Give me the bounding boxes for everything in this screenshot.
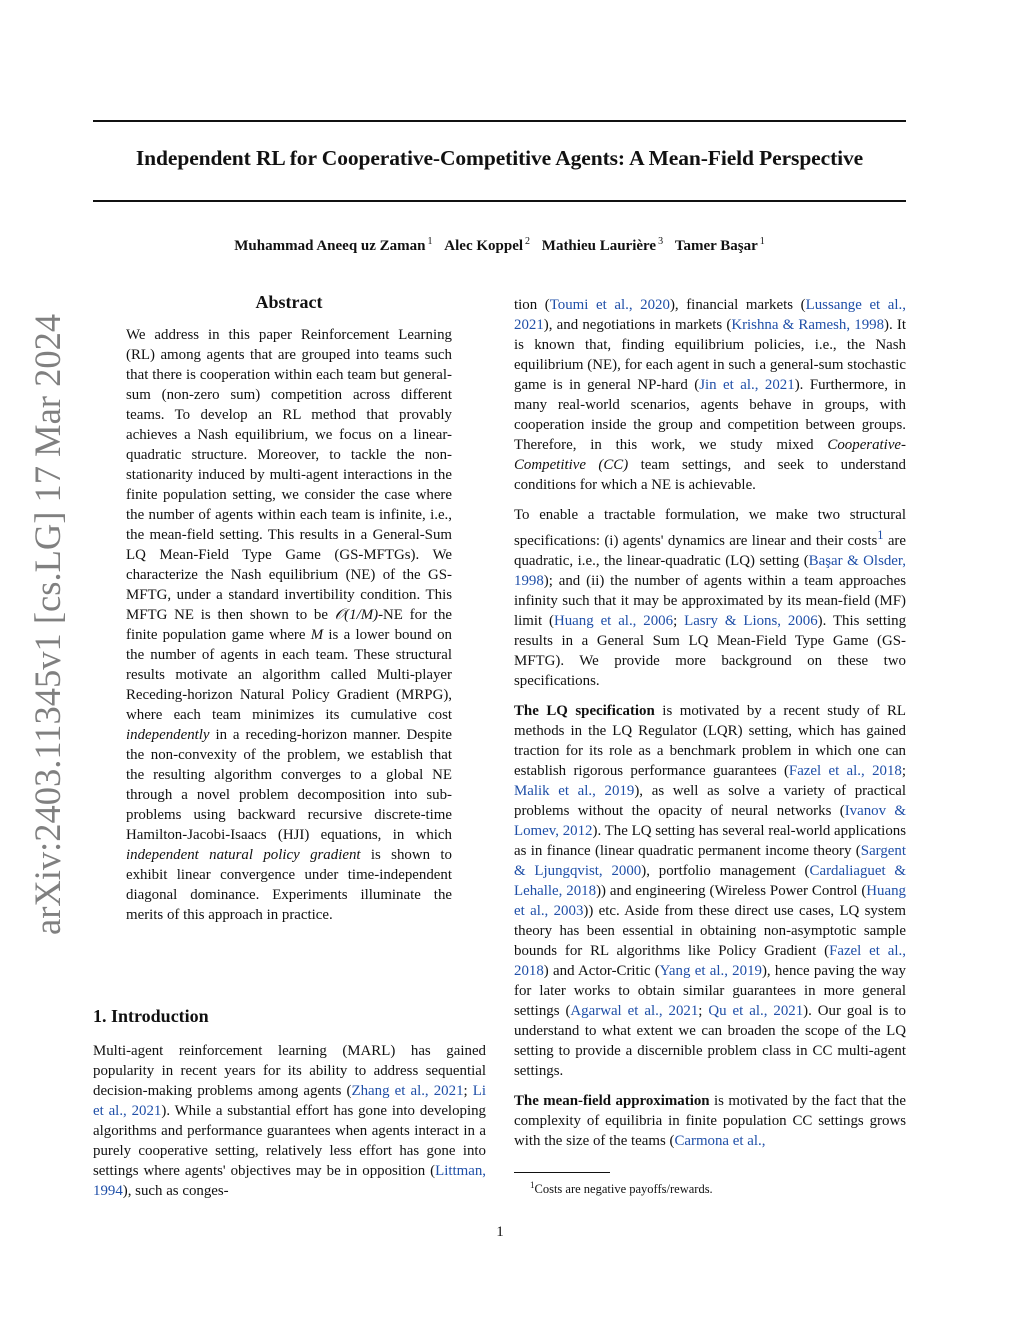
citation-link[interactable]: Qu et al., 2021 xyxy=(708,1002,804,1019)
title-top-rule xyxy=(93,120,906,122)
introduction-body: Multi-agent reinforcement learning (MARL) has gained popularity in recent years for its ability to address sequential decision-making problems among agents (Zhang et al., 2021; Li et al., 2021). While a substantial effort has gone into developing algorithms and performance guarantees when agents interact in a purely cooperative setting, relatively less effort has gone into settings where agents' objectives may be in opposition (Littman, 1994), such as conges- xyxy=(93,1043,486,1199)
citation-link[interactable]: Fazel et al., 2018 xyxy=(514,942,906,979)
math-m: M xyxy=(310,627,324,643)
citation-link[interactable]: Lasry & Lions, 2006 xyxy=(684,612,818,629)
citation-link[interactable]: Littman, 1994 xyxy=(93,1163,486,1199)
citation-link[interactable]: Fazel et al., 2018 xyxy=(788,762,902,779)
paper-title: Independent RL for Cooperative-Competitive Agents: A Mean-Field Perspective xyxy=(135,146,864,170)
author: Tamer Başar $^1$ xyxy=(674,236,765,254)
title-bottom-rule xyxy=(93,200,906,202)
paragraph: The mean-field approximation is motivated by the fact that the complexity of equilibria in finite population CC settings grows with the size of the teams (Carmona et al., xyxy=(514,1092,906,1149)
introduction-heading: 1. Introduction xyxy=(93,1006,209,1026)
citation-link[interactable]: Jin et al., 2021 xyxy=(699,377,795,393)
footnote-marker[interactable]: 1 xyxy=(877,528,884,542)
citation-link[interactable]: Malik et al., 2019 xyxy=(514,782,635,799)
footnote-rule xyxy=(514,1172,610,1173)
abstract-body: We address in this paper Reinforcement Learning (RL) among agents that are grouped into teams such that there is cooperation within each team but general-sum (non-zero sum) competition across different teams. To develop an RL method that provably achieves a Nash equilibrium, we focus on a linear-quadratic structure. Moreover, to tackle the non-stationarity induced by multi-agent interactions in the finite population setting, we consider the case where the number of agents within each team is infinite, i.e., the mean-field setting. This results in a General-Sum LQ Mean-Field Type Game (GS-MFTGs). We characterize the Nash equilibrium (NE) of the GS-MFTG, under a standard invertibility condition. This MFTG NE is then shown to be 𝒪(1/M)-NE for the finite population game where M is a lower bound on the number of agents in each team. These structural results motivate an algorithm called Multi-player Receding-horizon Natural Policy Gradient (MRPG), where each team minimizes its cumulative cost independently in a receding-horizon manner. Despite the non-convexity of the problem, we establish that the resulting algorithm converges to a global NE through a novel problem decomposition into sub-problems using backward recursive discrete-time Hamilton-Jacobi-Isaacs (HJI) equations, in which independent natural policy gradient is shown to exhibit linear convergence under time-independent diagonal dominance. Experiments illuminate the merits of this approach in practice. xyxy=(126,327,453,923)
citation-link[interactable]: Yang et al., 2019 xyxy=(659,962,762,979)
citation-link[interactable]: Lussange et al., 2021 xyxy=(514,297,906,333)
abstract-heading: Abstract xyxy=(255,292,323,312)
paragraph: tion (Toumi et al., 2020), financial markets (Lussange et al., 2021), and negotiations in markets (Krishna & Ramesh, 1998). It is known that, finding equilibrium policies, i.e., the Nash equilibrium (NE), for each agent in such a general-sum stochastic game is in general NP-hard (Jin et al., 2021). Furthermore, in many real-world scenarios, agents behave in groups, with cooperation inside the group and competition between groups. Therefore, in this work, we study mixed Cooperative-Competitive (CC) team settings, and seek to understand conditions for which a NE is achievable. xyxy=(514,297,907,493)
citation-link[interactable]: Zhang et al., 2021 xyxy=(351,1083,464,1099)
citation-link[interactable]: Carmona et al., xyxy=(674,1132,766,1149)
citation-link[interactable]: Li et al., 2021 xyxy=(93,1083,486,1119)
footnote: $^1$Costs are negative payoffs/rewards. xyxy=(530,1180,713,1197)
citation-link[interactable]: Huang et al., 2003 xyxy=(514,882,906,919)
citation-link[interactable]: Cardaliaguet & Lehalle, 2018 xyxy=(514,862,907,899)
citation-link[interactable]: Agarwal et al., 2021 xyxy=(570,1002,699,1019)
math-order: 𝒪(1/M) xyxy=(334,607,379,623)
citation-link[interactable]: Huang et al., 2006 xyxy=(553,612,674,629)
citation-link[interactable]: Başar & Olsder, 1998 xyxy=(514,552,906,589)
paragraph: To enable a tractable formulation, we make two structural specifications: (i) agents' dynamics are linear and their costs$^1$ are quadratic, i.e., the linear-quadratic (LQ) setting (Başar & Olsder, 1998); and (ii) the number of agents within a team approaches infinity such that it may be approximated by its mean-field (MF) limit (Huang et al., 2006; Lasry & Lions, 2006). This setting results in a General Sum LQ Mean-Field Type Game (GS-MFTG). We provide more background on these two specifications. xyxy=(514,507,907,689)
author: Alec Koppel $^2$ xyxy=(444,236,531,254)
citation-link[interactable]: Krishna & Ramesh, 1998 xyxy=(731,317,885,333)
author: Mathieu Laurière $^3$ xyxy=(541,236,664,254)
citation-link[interactable]: Sargent & Ljungqvist, 2000 xyxy=(514,842,906,879)
citation-link[interactable]: Toumi et al., 2020 xyxy=(549,297,670,313)
author: Muhammad Aneeq uz Zaman $^1$ xyxy=(234,236,433,254)
right-column xyxy=(514,295,906,1161)
citation-link[interactable]: Ivanov & Lomev, 2012 xyxy=(514,802,907,839)
arxiv-stamp: arXiv:2403.11345v1 [cs.LG] 17 Mar 2024 xyxy=(27,313,68,935)
paragraph: The LQ specification is motivated by a recent study of RL methods in the LQ Regulator (LQR) setting, which has gained traction for its role as a benchmark problem in which one can establish rigorous performance guarantees (Fazel et al., 2018; Malik et al., 2019), as well as solve a variety of practical problems without the opacity of neural networks (Ivanov & Lomev, 2012). The LQ setting has several real-world applications as in finance (linear quadratic permanent income theory (Sargent & Ljungqvist, 2000), portfolio management (Cardaliaguet & Lehalle, 2018)) and engineering (Wireless Power Control (Huang et al., 2003)) etc. Aside from these direct use cases, LQ system theory has been essential in obtaining non-asymptotic sample bounds for RL algorithms like Policy Gradient (Fazel et al., 2018) and Actor-Critic (Yang et al., 2019), hence paving the way for later works to obtain similar guarantees in more general settings (Agarwal et al., 2021; Qu et al., 2021). Our goal is to understand to what extent we can broaden the scope of the LQ setting to provide a discernible problem class in CC multi-agent settings. xyxy=(514,702,907,1079)
page-number: 1 xyxy=(496,1224,504,1240)
author-list xyxy=(93,236,906,255)
